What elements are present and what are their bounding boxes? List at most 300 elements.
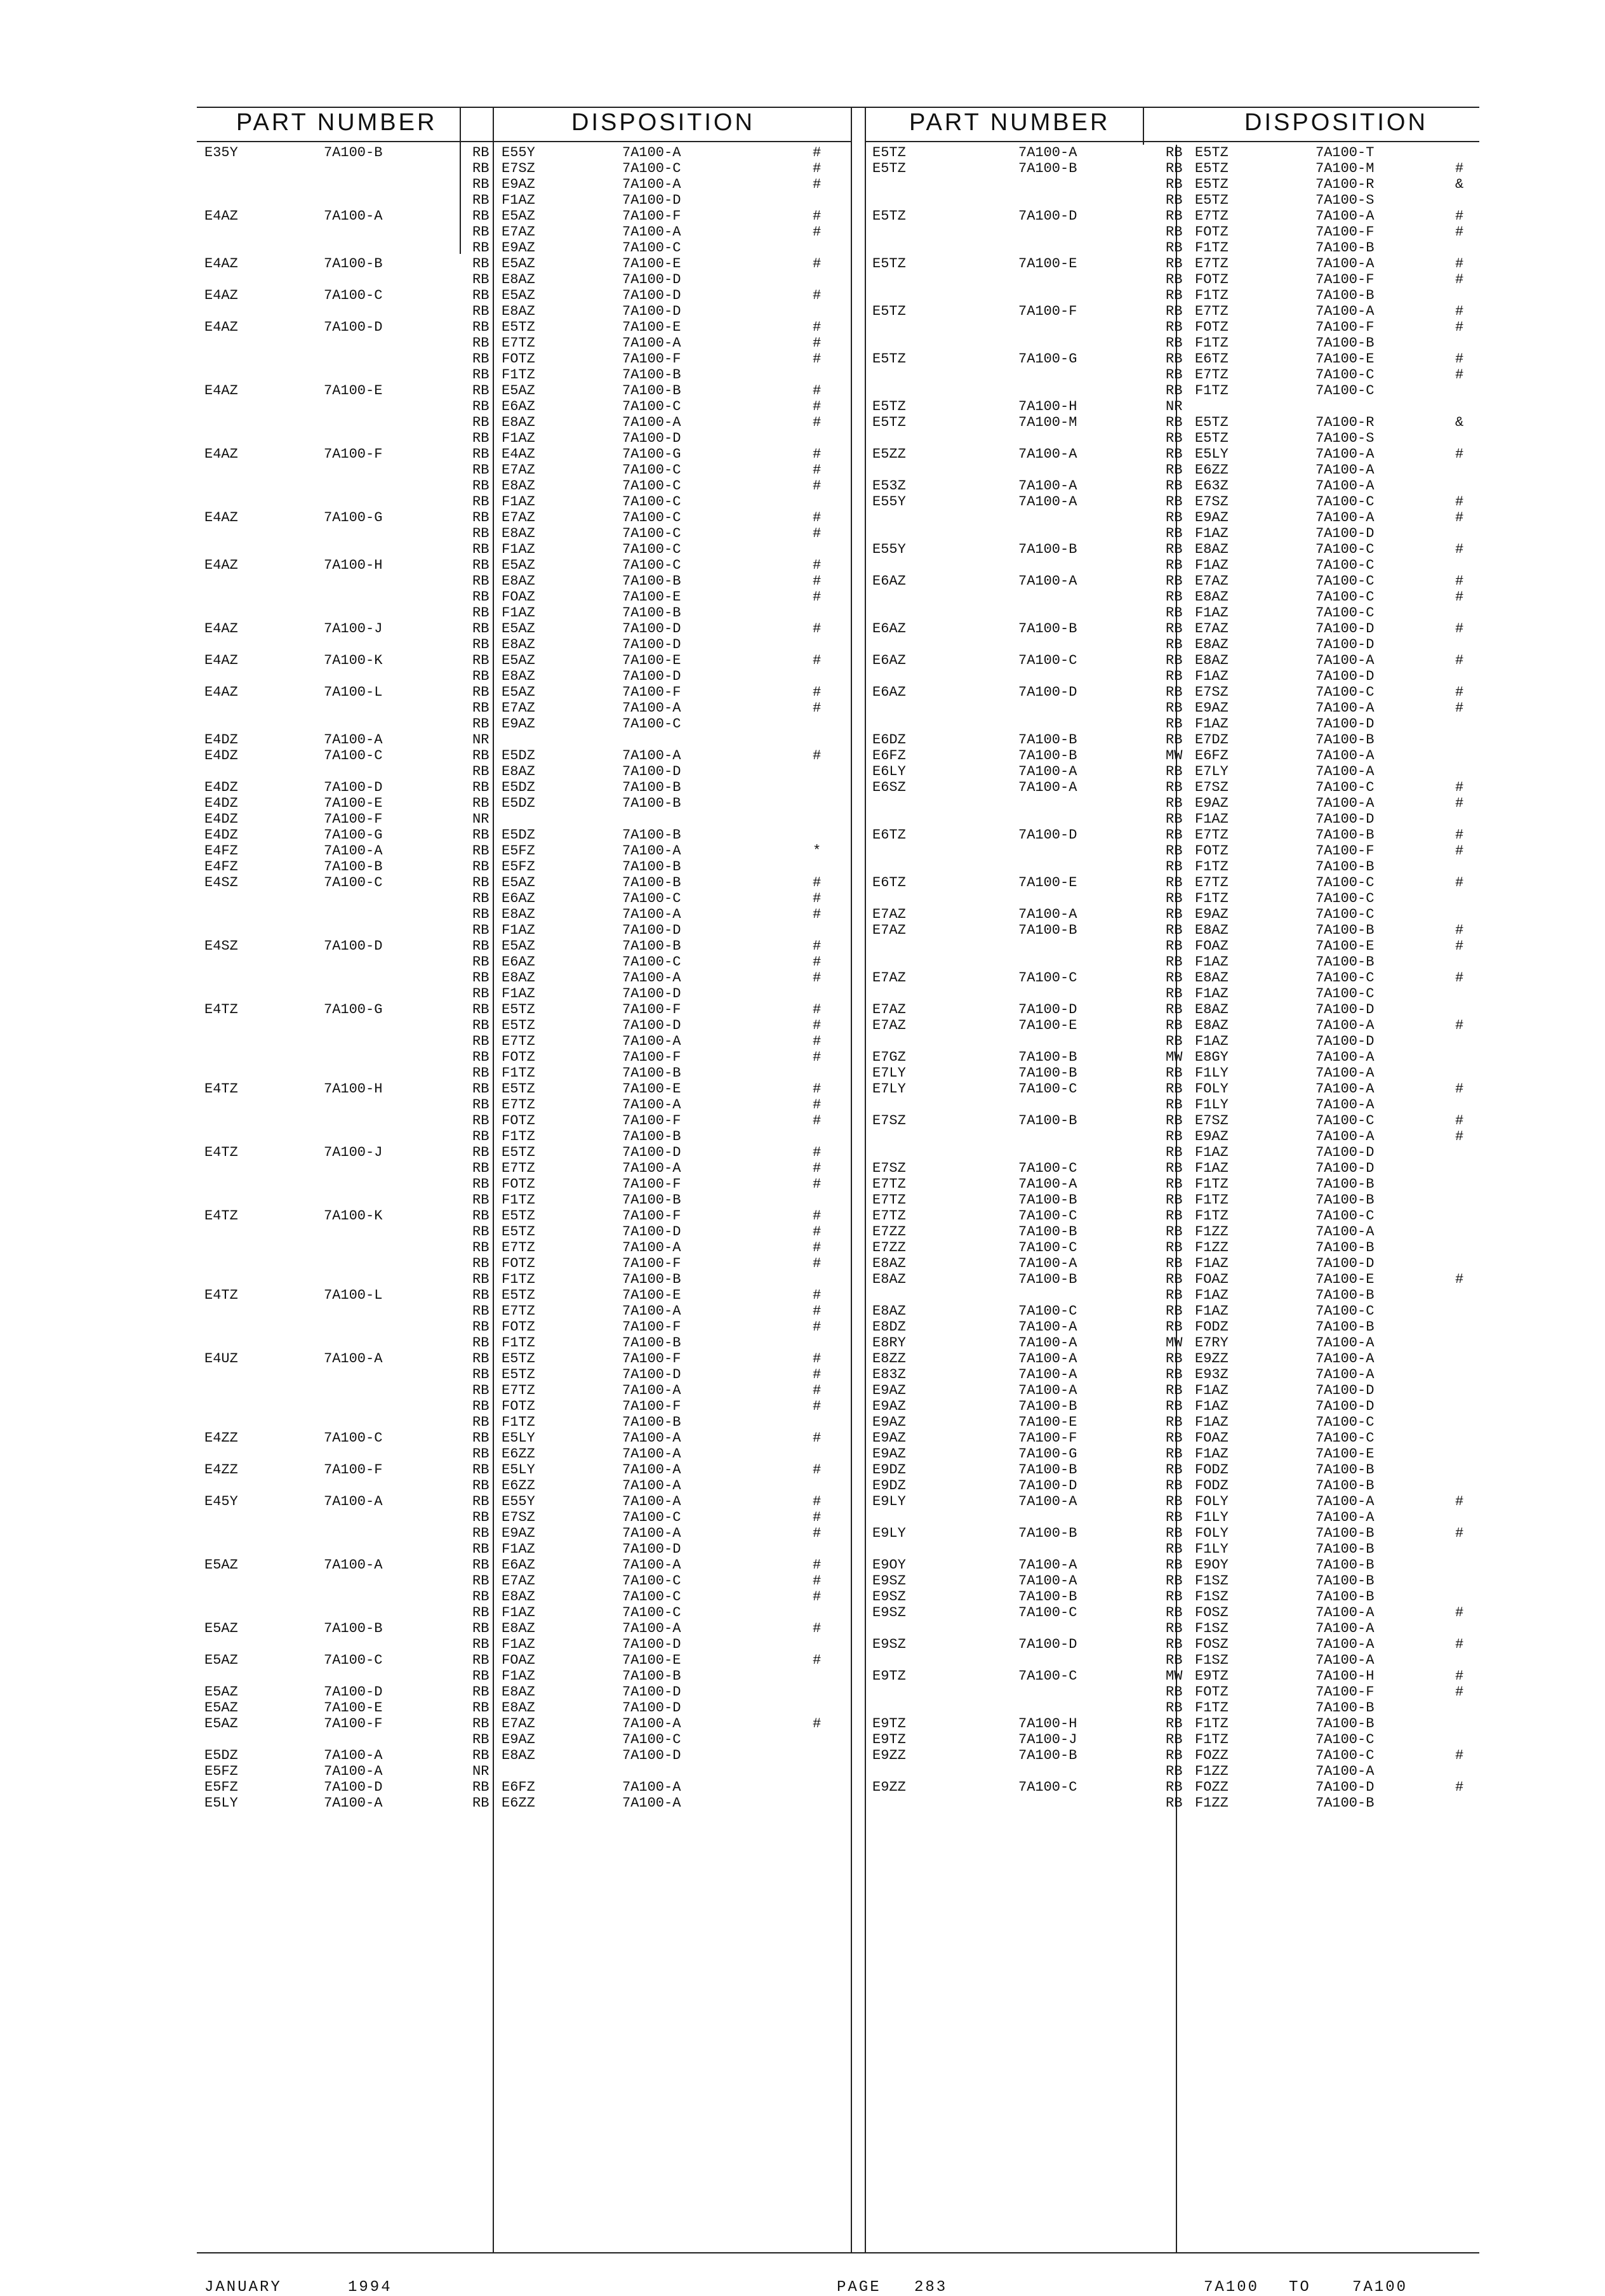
left-part-number: E5LY <box>204 1795 238 1811</box>
left-new-suffix: 7A100-A <box>622 145 681 161</box>
right-disposition-code: RB <box>1166 1002 1183 1018</box>
right-disposition-code: RB <box>1166 1383 1183 1398</box>
right-new-part: FOAZ <box>1195 938 1229 954</box>
left-part-number: E4FZ <box>204 859 238 875</box>
left-table-row <box>203 764 848 780</box>
right-disposition-code: RB <box>1166 1303 1183 1319</box>
left-part-number: E4AZ <box>204 256 238 272</box>
left-suffix: 7A100-G <box>324 827 383 843</box>
left-new-suffix: 7A100-D <box>622 192 681 208</box>
left-new-part: E5TZ <box>502 1224 535 1240</box>
right-disposition-code: RB <box>1166 1145 1183 1160</box>
right-table-row <box>871 1732 1477 1748</box>
left-disposition-code: RB <box>472 224 489 240</box>
right-disposition-code: RB <box>1166 1446 1183 1462</box>
right-new-part: F1TZ <box>1195 891 1229 906</box>
left-disposition-code: RB <box>472 1065 489 1081</box>
left-disposition-code: RB <box>472 1002 489 1018</box>
left-disposition-code: RB <box>472 526 489 541</box>
right-new-suffix: 7A100-C <box>1315 891 1375 906</box>
left-new-part: E8AZ <box>502 1621 535 1636</box>
right-disposition-code: RB <box>1166 1748 1183 1763</box>
left-mark: # <box>813 1303 822 1319</box>
right-new-part: F1LY <box>1195 1065 1229 1081</box>
left-new-part: E8AZ <box>502 637 535 653</box>
right-suffix: 7A100-C <box>1018 1240 1077 1256</box>
right-new-part: E8AZ <box>1195 637 1229 653</box>
left-mark: # <box>813 1208 822 1224</box>
left-new-suffix: 7A100-B <box>622 938 681 954</box>
right-new-suffix: 7A100-F <box>1315 843 1375 859</box>
left-disposition-code: NR <box>472 811 489 827</box>
left-disposition-code: RB <box>472 1732 489 1748</box>
right-part-number: E9AZ <box>872 1430 906 1446</box>
left-mark: # <box>813 954 822 970</box>
right-table-row <box>871 494 1477 510</box>
left-new-part: E7AZ <box>502 1573 535 1589</box>
right-new-part: FOTZ <box>1195 843 1229 859</box>
right-table-row <box>871 1414 1477 1430</box>
left-new-suffix: 7A100-D <box>622 637 681 653</box>
left-new-part: E7TZ <box>502 1303 535 1319</box>
right-new-part: F1AZ <box>1195 1303 1229 1319</box>
right-new-part: F1ZZ <box>1195 1763 1229 1779</box>
right-suffix: 7A100-B <box>1018 161 1077 176</box>
left-new-suffix: 7A100-D <box>622 621 681 637</box>
right-table-row <box>871 1795 1477 1811</box>
left-table-row <box>203 526 848 541</box>
right-part-number: E55Y <box>872 494 906 510</box>
right-part-number: E7AZ <box>872 1002 906 1018</box>
right-suffix: 7A100-E <box>1018 1018 1077 1033</box>
right-new-suffix: 7A100-C <box>1315 589 1375 605</box>
right-mark: # <box>1455 208 1464 224</box>
right-new-suffix: 7A100-E <box>1315 351 1375 367</box>
left-disposition-code: RB <box>472 716 489 732</box>
left-new-part: E6AZ <box>502 1557 535 1573</box>
left-new-part: E5TZ <box>502 1018 535 1033</box>
left-mark: # <box>813 510 822 526</box>
right-new-part: E8AZ <box>1195 1002 1229 1018</box>
right-table-row <box>871 319 1477 335</box>
header-bottom-rule-right <box>865 141 1479 142</box>
right-disposition-code: RB <box>1166 1081 1183 1097</box>
right-new-part: E7SZ <box>1195 780 1229 795</box>
right-disposition-code: RB <box>1166 1113 1183 1129</box>
left-new-suffix: 7A100-C <box>622 1589 681 1605</box>
right-disposition-code: RB <box>1166 351 1183 367</box>
header-top-rule <box>197 107 1479 108</box>
left-disposition-code: RB <box>472 1018 489 1033</box>
right-new-part: F1AZ <box>1195 986 1229 1002</box>
left-table-row <box>203 1240 848 1256</box>
footer-range-to-label: TO <box>1289 2279 1311 2296</box>
left-disposition-code: RB <box>472 1256 489 1271</box>
left-new-suffix: 7A100-A <box>622 1446 681 1462</box>
right-table-row <box>871 827 1477 843</box>
right-table-row <box>871 986 1477 1002</box>
right-mark: & <box>1455 415 1464 430</box>
left-new-part: E5TZ <box>502 319 535 335</box>
left-table-row <box>203 478 848 494</box>
right-new-suffix: 7A100-S <box>1315 192 1375 208</box>
right-mark: # <box>1455 922 1464 938</box>
left-suffix: 7A100-A <box>324 1763 383 1779</box>
right-new-part: F1TZ <box>1195 1700 1229 1716</box>
left-table-row <box>203 161 848 176</box>
left-mark: # <box>813 1716 822 1732</box>
right-mark: # <box>1455 161 1464 176</box>
left-new-part: E8AZ <box>502 906 535 922</box>
left-table-row <box>203 1636 848 1652</box>
left-new-part: E5AZ <box>502 938 535 954</box>
left-new-part: F1AZ <box>502 494 535 510</box>
left-new-part: E8AZ <box>502 970 535 986</box>
left-table-row <box>203 970 848 986</box>
left-suffix: 7A100-A <box>324 1494 383 1510</box>
left-table-row <box>203 954 848 970</box>
right-table-row <box>871 859 1477 875</box>
left-new-suffix: 7A100-A <box>622 906 681 922</box>
left-disposition-code: RB <box>472 605 489 621</box>
left-part-number: E4DZ <box>204 795 238 811</box>
right-new-suffix: 7A100-B <box>1315 1240 1375 1256</box>
left-table-row <box>203 1430 848 1446</box>
left-suffix: 7A100-G <box>324 510 383 526</box>
right-table-row <box>871 1430 1477 1446</box>
right-new-suffix: 7A100-C <box>1315 906 1375 922</box>
right-new-suffix: 7A100-D <box>1315 1398 1375 1414</box>
right-new-part: F1AZ <box>1195 954 1229 970</box>
left-disposition-code: RB <box>472 1414 489 1430</box>
right-mark: # <box>1455 446 1464 462</box>
right-table-row <box>871 1097 1477 1113</box>
left-part-number: E4TZ <box>204 1287 238 1303</box>
left-mark: # <box>813 1510 822 1525</box>
right-mark: # <box>1455 589 1464 605</box>
left-new-suffix: 7A100-D <box>622 1018 681 1033</box>
right-new-suffix: 7A100-C <box>1315 494 1375 510</box>
left-suffix: 7A100-C <box>324 288 383 303</box>
right-disposition-code: RB <box>1166 224 1183 240</box>
right-new-part: E8AZ <box>1195 922 1229 938</box>
left-table-row <box>203 1446 848 1462</box>
right-new-suffix: 7A100-B <box>1315 1541 1375 1557</box>
right-table-row <box>871 780 1477 795</box>
right-mark: # <box>1455 938 1464 954</box>
left-disposition-code: RB <box>472 827 489 843</box>
right-suffix: 7A100-B <box>1018 1065 1077 1081</box>
left-new-part: E8AZ <box>502 526 535 541</box>
left-disposition-code: RB <box>472 1224 489 1240</box>
left-new-suffix: 7A100-D <box>622 303 681 319</box>
right-table-row <box>871 1716 1477 1732</box>
left-table-row <box>203 1351 848 1367</box>
right-table-row <box>871 938 1477 954</box>
right-table-row <box>871 1525 1477 1541</box>
right-disposition-code: RB <box>1166 1795 1183 1811</box>
right-disposition-code: RB <box>1166 1573 1183 1589</box>
right-disposition-code: RB <box>1166 430 1183 446</box>
right-suffix: 7A100-B <box>1018 1271 1077 1287</box>
right-disposition-code: RB <box>1166 1129 1183 1145</box>
right-part-number: E9LY <box>872 1494 906 1510</box>
right-suffix: 7A100-B <box>1018 541 1077 557</box>
left-new-suffix: 7A100-E <box>622 653 681 668</box>
left-disposition-code: RB <box>472 1779 489 1795</box>
right-disposition-code: RB <box>1166 700 1183 716</box>
right-new-part: F1AZ <box>1195 1033 1229 1049</box>
left-new-suffix: 7A100-E <box>622 256 681 272</box>
left-new-suffix: 7A100-D <box>622 1367 681 1383</box>
left-table-row <box>203 1732 848 1748</box>
right-new-suffix: 7A100-A <box>1315 748 1375 764</box>
right-disposition-code: RB <box>1166 494 1183 510</box>
left-new-suffix: 7A100-B <box>622 367 681 383</box>
right-new-part: F1AZ <box>1195 1160 1229 1176</box>
right-new-suffix: 7A100-B <box>1315 1573 1375 1589</box>
left-suffix: 7A100-A <box>324 732 383 748</box>
right-new-suffix: 7A100-A <box>1315 1065 1375 1081</box>
right-mark: # <box>1455 780 1464 795</box>
right-part-number: E7ZZ <box>872 1240 906 1256</box>
right-part-number: E7TZ <box>872 1176 906 1192</box>
right-new-part: E63Z <box>1195 478 1229 494</box>
left-table-row <box>203 240 848 256</box>
left-new-part: FOTZ <box>502 1398 535 1414</box>
right-new-suffix: 7A100-A <box>1315 700 1375 716</box>
right-new-part: FOAZ <box>1195 1271 1229 1287</box>
left-new-part: F1AZ <box>502 1636 535 1652</box>
right-new-part: F1TZ <box>1195 1732 1229 1748</box>
right-suffix: 7A100-F <box>1018 303 1077 319</box>
left-new-suffix: 7A100-A <box>622 1557 681 1573</box>
left-new-suffix: 7A100-E <box>622 1081 681 1097</box>
left-disposition-code: RB <box>472 383 489 399</box>
right-table-row <box>871 1573 1477 1589</box>
header-bottom-rule-left <box>197 141 851 142</box>
right-new-suffix: 7A100-A <box>1315 462 1375 478</box>
left-mark: # <box>813 1033 822 1049</box>
left-new-part: E8AZ <box>502 1684 535 1700</box>
right-new-suffix: 7A100-B <box>1315 1287 1375 1303</box>
right-mark: # <box>1455 510 1464 526</box>
left-new-suffix: 7A100-A <box>622 176 681 192</box>
left-new-part: FOTZ <box>502 1319 535 1335</box>
left-new-suffix: 7A100-C <box>622 478 681 494</box>
left-suffix: 7A100-A <box>324 843 383 859</box>
right-new-part: E7RY <box>1195 1335 1229 1351</box>
left-new-part: E5TZ <box>502 1287 535 1303</box>
right-table-row <box>871 288 1477 303</box>
left-table-row <box>203 462 848 478</box>
right-suffix: 7A100-A <box>1018 780 1077 795</box>
left-disposition-code: RB <box>472 1684 489 1700</box>
left-suffix: 7A100-C <box>324 1430 383 1446</box>
left-new-suffix: 7A100-F <box>622 1113 681 1129</box>
right-suffix: 7A100-B <box>1018 1398 1077 1414</box>
right-disposition-code: RB <box>1166 462 1183 478</box>
left-table-row <box>203 256 848 272</box>
left-new-suffix: 7A100-A <box>622 748 681 764</box>
right-suffix: 7A100-E <box>1018 1414 1077 1430</box>
right-new-suffix: 7A100-M <box>1315 161 1375 176</box>
right-suffix: 7A100-D <box>1018 827 1077 843</box>
right-disposition-code: RB <box>1166 716 1183 732</box>
right-new-part: E9ZZ <box>1195 1351 1229 1367</box>
center-divider-a <box>851 107 852 2252</box>
right-disposition-code: RB <box>1166 1351 1183 1367</box>
right-disposition-code: RB <box>1166 1224 1183 1240</box>
right-table-row <box>871 653 1477 668</box>
left-disposition-code: RB <box>472 1383 489 1398</box>
left-part-number: E5AZ <box>204 1557 238 1573</box>
right-disposition-code: RB <box>1166 1287 1183 1303</box>
left-table-row <box>203 891 848 906</box>
left-new-part: E7TZ <box>502 1383 535 1398</box>
left-table-row <box>203 1176 848 1192</box>
right-new-part: FODZ <box>1195 1478 1229 1494</box>
right-table-row <box>871 1208 1477 1224</box>
right-part-number: E7SZ <box>872 1160 906 1176</box>
left-disposition-code: NR <box>472 1763 489 1779</box>
right-disposition-code: RB <box>1166 1605 1183 1621</box>
left-mark: # <box>813 1097 822 1113</box>
right-mark: # <box>1455 272 1464 288</box>
right-new-part: F1SZ <box>1195 1652 1229 1668</box>
left-new-part: E8AZ <box>502 272 535 288</box>
right-part-number: E8RY <box>872 1335 906 1351</box>
right-mark: # <box>1455 1748 1464 1763</box>
right-mark: # <box>1455 1636 1464 1652</box>
left-new-suffix: 7A100-B <box>622 1414 681 1430</box>
left-table-row <box>203 795 848 811</box>
left-table-row <box>203 1716 848 1732</box>
right-new-suffix: 7A100-B <box>1315 922 1375 938</box>
left-part-number: E35Y <box>204 145 238 161</box>
left-new-part: F1TZ <box>502 1129 535 1145</box>
left-disposition-code: RB <box>472 1033 489 1049</box>
right-new-part: E8AZ <box>1195 589 1229 605</box>
right-table-row <box>871 1081 1477 1097</box>
right-new-suffix: 7A100-A <box>1315 1621 1375 1636</box>
left-table-row <box>203 367 848 383</box>
left-mark: # <box>813 1573 822 1589</box>
right-suffix: 7A100-C <box>1018 1208 1077 1224</box>
left-new-suffix: 7A100-A <box>622 1779 681 1795</box>
left-disposition-code: RB <box>472 1192 489 1208</box>
right-part-number: E5TZ <box>872 256 906 272</box>
left-table-row <box>203 748 848 764</box>
left-new-part: F1TZ <box>502 1414 535 1430</box>
left-disposition-code: RB <box>472 145 489 161</box>
left-new-part: E7TZ <box>502 335 535 351</box>
left-new-suffix: 7A100-D <box>622 288 681 303</box>
left-part-number: E4AZ <box>204 446 238 462</box>
left-disposition-code: RB <box>472 1208 489 1224</box>
left-table-row <box>203 1097 848 1113</box>
right-new-suffix: 7A100-C <box>1315 1208 1375 1224</box>
left-part-number-header: PART NUMBER <box>236 109 437 136</box>
right-disposition-code: RB <box>1166 637 1183 653</box>
right-new-suffix: 7A100-A <box>1315 1129 1375 1145</box>
left-new-suffix: 7A100-B <box>622 1129 681 1145</box>
left-new-part: E4AZ <box>502 446 535 462</box>
left-table-row <box>203 1398 848 1414</box>
right-disposition-code: RB <box>1166 383 1183 399</box>
left-disposition-code: RB <box>472 510 489 526</box>
right-new-part: F1LY <box>1195 1510 1229 1525</box>
right-mark: # <box>1455 795 1464 811</box>
left-part-number: E4SZ <box>204 875 238 891</box>
left-disposition-code: RB <box>472 430 489 446</box>
left-disposition-code: RB <box>472 1240 489 1256</box>
right-table-row <box>871 1367 1477 1383</box>
left-new-part: F1AZ <box>502 922 535 938</box>
left-new-part: E8AZ <box>502 1589 535 1605</box>
right-suffix: 7A100-M <box>1018 415 1077 430</box>
left-table-row <box>203 780 848 795</box>
right-part-number: E6AZ <box>872 621 906 637</box>
left-suffix: 7A100-A <box>324 1795 383 1811</box>
right-table-row <box>871 1018 1477 1033</box>
left-suffix: 7A100-L <box>324 684 383 700</box>
right-disposition-code: RB <box>1166 621 1183 637</box>
left-table-row <box>203 288 848 303</box>
left-new-part: E6ZZ <box>502 1478 535 1494</box>
right-suffix: 7A100-B <box>1018 1748 1077 1763</box>
right-part-number: E7AZ <box>872 1018 906 1033</box>
right-new-suffix: 7A100-A <box>1315 1081 1375 1097</box>
left-new-part: E5TZ <box>502 1081 535 1097</box>
right-suffix: 7A100-A <box>1018 478 1077 494</box>
left-table-row <box>203 494 848 510</box>
right-part-number: E9TZ <box>872 1716 906 1732</box>
right-table-row <box>871 1160 1477 1176</box>
left-table-row <box>203 859 848 875</box>
right-table-row <box>871 303 1477 319</box>
right-disposition-code: RB <box>1166 192 1183 208</box>
right-new-part: E7TZ <box>1195 827 1229 843</box>
right-table-row <box>871 526 1477 541</box>
right-table-row <box>871 906 1477 922</box>
left-table-row <box>203 335 848 351</box>
right-suffix: 7A100-A <box>1018 1383 1077 1398</box>
left-new-suffix: 7A100-B <box>622 1668 681 1684</box>
footer-year: 1994 <box>348 2279 392 2296</box>
right-new-part: E9AZ <box>1195 906 1229 922</box>
left-part-number: E5AZ <box>204 1621 238 1636</box>
left-new-part: E5AZ <box>502 256 535 272</box>
right-new-part: E5TZ <box>1195 415 1229 430</box>
left-disposition-code: RB <box>472 319 489 335</box>
left-new-part: E7SZ <box>502 161 535 176</box>
left-new-suffix: 7A100-B <box>622 795 681 811</box>
left-disposition-code: RB <box>472 288 489 303</box>
right-table-row <box>871 541 1477 557</box>
left-disposition-code: RB <box>472 1573 489 1589</box>
left-disposition-code: RB <box>472 970 489 986</box>
left-new-suffix: 7A100-F <box>622 1256 681 1271</box>
right-new-part: F1AZ <box>1195 811 1229 827</box>
right-part-number: E83Z <box>872 1367 906 1383</box>
right-disposition-code: RB <box>1166 272 1183 288</box>
right-new-part: E9AZ <box>1195 510 1229 526</box>
left-new-suffix: 7A100-D <box>622 430 681 446</box>
right-table-row <box>871 383 1477 399</box>
left-disposition-code: RB <box>472 1113 489 1129</box>
left-part-number: E45Y <box>204 1494 238 1510</box>
